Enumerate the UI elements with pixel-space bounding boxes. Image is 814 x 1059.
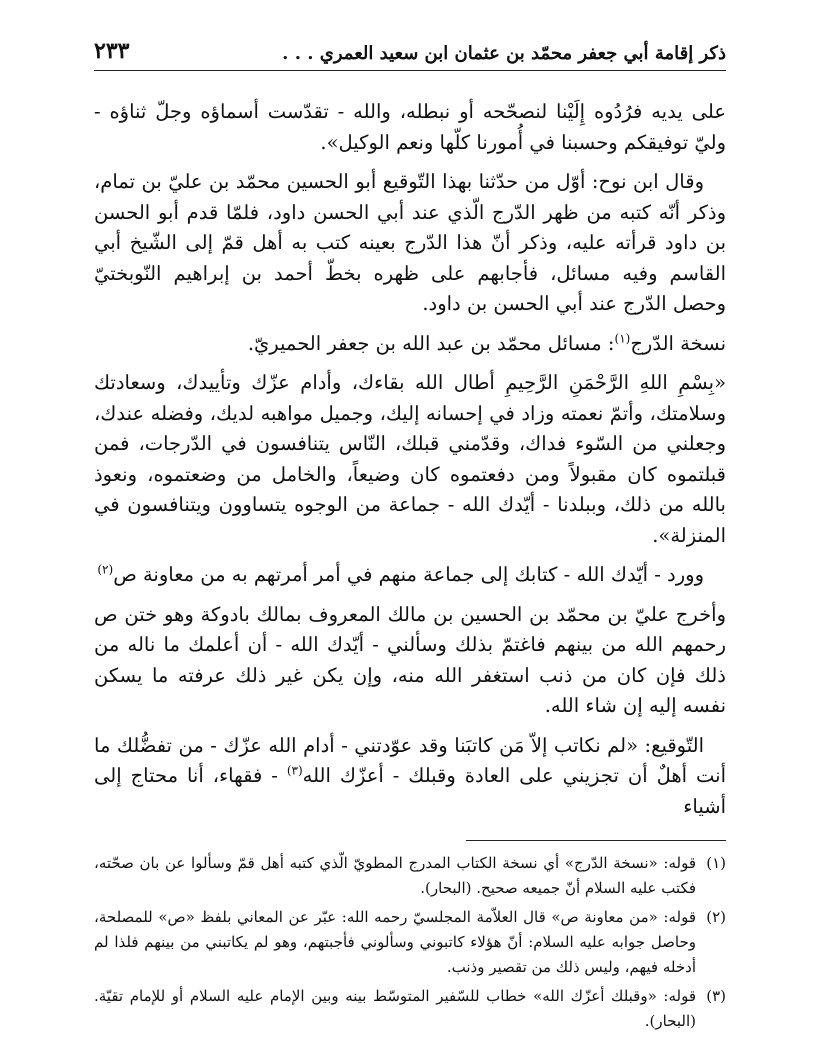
paragraph: على يديه فرُدُوه إِلَيْنا لنصحّحه أو نبطله، والله - تقدّست أسماؤه وجلّ ثناؤه - وليّ توفيقكم وحسبنا في أُمورنا كلّها ونعم الوكيل». (94, 100, 726, 154)
paragraph: نسخة الدّرج$^{(١)}$: مسائل محمّد بن عبد الله بن جعفر الحميريّ. (247, 331, 726, 355)
footnote-number: (٣) (706, 987, 726, 1005)
paragraph: وقال ابن نوح: أوّل من حدّثنا بهذا التّوقيع أبو الحسين محمّد بن عليّ بن تمام، وذكر أنّه كتبه من ظهر الدّرج الّذي عند أبي الحسن داود، فلمّا قدم أبو الحسن بن داود قرأته عليه، وذكر أنّ هذا الدّرج بعينه كتب به أهل قمّ إلى الشّيخ أبي القاسم وفيه مسائل، فأجابهم على ظهره بخطّ أحمد بن إبراهيم النّوبختيّ وحصل الدّرج عند أبي الحسن بن داود. (94, 170, 726, 315)
running-header (94, 36, 726, 71)
paragraph: التّوقيع: «لم نكاتب إلاّ مَن كاتبَنا وقد عوّدتني - أدام الله عزّك - من تفضُّلك ما أنت أهلٌ أن تجزيني على العادة وقبلك - أعزّك الله$^{(٣)}$ - فقهاء، أنا محتاج إلى أشياء (94, 733, 727, 818)
footnote-ref: (١) (614, 331, 631, 345)
footnote-ref: (٢) (97, 562, 114, 577)
paragraph: وورد - أيّدك الله - كتابك إلى جماعة منهم في أمر أمرتهم به من معاونة ص$^{(٢)}$ (97, 562, 704, 586)
main-text (94, 97, 726, 822)
header-title: ذكر إقامة أبي جعفر محمّد بن عثمان ابن سعيد العمري . . . (282, 43, 726, 64)
footnote-number: (١) (706, 854, 726, 872)
paragraph: وأخرج عليّ بن محمّد بن الحسين بن مالك المعروف بمالك بادوكة وهو ختن ص رحمهم الله من بينهم فاغتمّ بذلك وسألني - أيّدك الله - أن أعلمك ما ناله من ذلك فإن كان من ذنب استغفر الله منه، وإن يكن غير ذلك عرفته ما يسكن نفسه إليه إن شاء الله. (94, 602, 726, 717)
footnote-text: قوله: «نسخة الدّرج» أي نسخة الكتاب المدرج المطويّ الّذي كتبه أهل قمّ وسألوا عن بان صحّته، فكتب عليه السلام أنّ جميعه صحيح. (البحار). (94, 854, 696, 897)
label-tawqi: التّوقيع: (644, 733, 704, 757)
label-nuskha: نسخة الدّرج (630, 331, 726, 355)
footnote (94, 851, 726, 901)
footnote (94, 905, 726, 980)
footnote (94, 984, 726, 1034)
footnotes (94, 851, 726, 1034)
footnote-ref: (٣) (286, 763, 303, 778)
paragraph: «بِسْمِ اللهِ الرَّحْمَنِ الرَّحِيمِ أطال الله بقاءك، وأدام عزّك وتأييدك، وسعادتك وسلامتك، وأتمّ نعمته وزاد في إحسانه إليك، وجميل مواهبه لديك، وفضله عندك، وجعلني من السّوء فداك، وقدّمني قبلك، النّاس يتنافسون في الدّرجات، فمن قبلتموه كان مقبولاً ومن دفعتموه كان وضيعاً، والخامل من وضعتموه، ونعوذ بالله من ذلك، وببلدنا - أيّدك الله - جماعة من الوجوه يتساوون ويتنافسون في المنزلة». (94, 371, 726, 547)
footnote-text: قوله: «من معاونة ص» قال العلاّمة المجلسيّ رحمه الله: عبّر عن المعاني بلفظ «ص» للمصلحة، وحاصل جوابه عليه السلام: أنّ هؤلاء كاتبوني وسألوني فأجبتهم، وهو لم يكاتبني من بينهم فلذا لم أدخله فيهم، وليس ذلك من تقصير وذنب. (94, 908, 696, 976)
footnote-divider (466, 840, 726, 841)
page-number: ٢٣٣ (94, 38, 130, 64)
footnote-number: (٢) (706, 908, 726, 926)
footnote-text: قوله: «وقبلك أعزّك الله» خطاب للسّفير المتوسّط بينه وبين الإمام عليه السلام أو للإمام تقيّة. (البحار). (94, 987, 696, 1030)
